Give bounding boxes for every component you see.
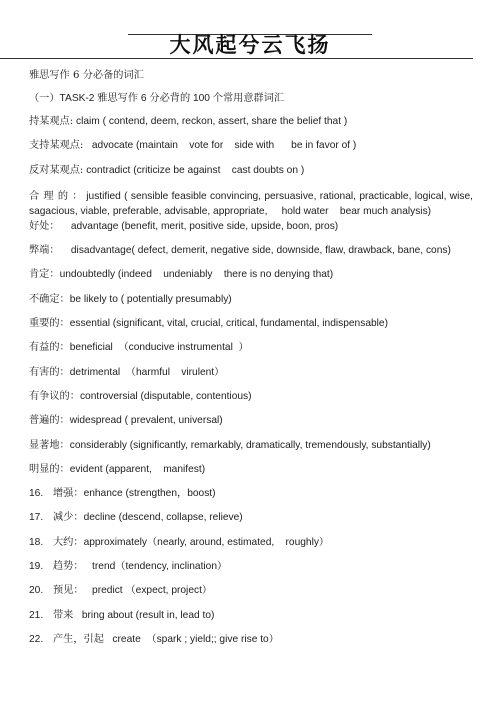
vocabulary-entry (29, 464, 473, 476)
entry-label: 有益的： (29, 342, 70, 354)
entry-number: 17. (29, 512, 44, 524)
entry-label: 趋势： (53, 561, 84, 573)
entry-label: 支持某观点: (29, 140, 84, 152)
entry-number: 18. (29, 536, 44, 548)
entry-text: widespread ( prevalent, universal) (69, 415, 223, 427)
vocabulary-entry (29, 537, 473, 549)
entry-label: 不确定： (29, 293, 70, 305)
entry-label: 持某观点: (29, 116, 74, 127)
vocabulary-entry (29, 294, 473, 306)
entry-text: beneficial （conducive instrumental ） (69, 342, 249, 354)
vocabulary-entry (29, 165, 473, 177)
vocabulary-entry (29, 610, 473, 622)
document-title: 雅思写作 6 分必备的词汇 (29, 70, 144, 81)
entry-text: create （spark ; yield;; give rise to） (103, 633, 279, 645)
entry-text: enhance (strengthen，boost) (83, 488, 216, 500)
entry-text: essential (significant, vital, crucial, critical, fundamental, indispensable) (69, 318, 388, 330)
vocabulary-entry (29, 512, 473, 524)
entry-label: 增强： (53, 488, 84, 500)
entry-text: be likely to ( potentially presumably) (69, 293, 232, 305)
entry-label: 反对某观点: (29, 164, 84, 176)
vocabulary-entry (29, 140, 473, 152)
vocabulary-entry (29, 585, 473, 597)
vocabulary-entry (29, 488, 473, 500)
vocabulary-entry (29, 245, 473, 257)
entry-label: 产生，引起 (53, 633, 104, 645)
entry-label: 大约： (53, 536, 84, 548)
entry-label: 明显的： (29, 463, 70, 475)
entry-text: controversial (disputable, contentious) (79, 390, 252, 402)
page-header (0, 0, 500, 64)
vocabulary-list (29, 116, 476, 646)
vocabulary-entry (29, 189, 476, 219)
entry-text: disadvantage( defect, demerit, negative side, downside, flaw, drawback, bane, cons) (59, 245, 451, 257)
entry-label: 好处： (29, 220, 60, 232)
entry-text: undoubtedly (indeed undeniably there is no denying that) (59, 269, 334, 281)
vocabulary-entry (29, 367, 473, 379)
entry-number: 19. (29, 561, 44, 573)
entry-label: 预见： (53, 585, 84, 597)
entry-label: 弊端： (29, 245, 60, 257)
vocabulary-entry (29, 342, 473, 354)
vocabulary-entry (29, 221, 473, 233)
vocabulary-entry (29, 116, 473, 128)
entry-number: 16. (29, 488, 44, 500)
entry-text: claim ( contend, deem, reckon, assert, share the belief that ) (73, 116, 348, 127)
entry-text: contradict (criticize be against cast doubts on ) (83, 164, 305, 176)
entry-number: 22. (29, 633, 44, 645)
entry-number: 21. (29, 609, 44, 621)
entry-text: considerably (significantly, remarkably, dramatically, tremendously, substantially) (69, 439, 431, 451)
entry-label: 普遍的： (29, 415, 70, 427)
entry-text: predict （expect, project） (83, 585, 213, 597)
vocabulary-entry (29, 415, 473, 427)
entry-label: 显著地： (29, 439, 70, 451)
vocabulary-entry (29, 634, 473, 646)
entry-text: justified ( sensible feasible convincing, persuasive, rational, practicable, logical, wise, sagacious, viable, preferable, advisable, appropriate, hold water bear much analysis) (29, 190, 476, 217)
entry-label: 减少： (53, 512, 84, 524)
vocabulary-entry (29, 391, 473, 403)
vocabulary-entry (29, 318, 473, 330)
entry-text: approximately（nearly, around, estimated, roughly） (83, 536, 330, 548)
vocabulary-entry (29, 561, 473, 573)
entry-text: detrimental （harmful virulent） (69, 366, 225, 378)
entry-text: trend（tendency, inclination） (83, 561, 228, 573)
document-subtitle: （一）TASK-2 雅思写作 6 分必背的 100 个常用意群词汇 (29, 93, 285, 104)
document-body (29, 70, 476, 658)
entry-label: 带来 (53, 609, 74, 621)
entry-label: 重要的： (29, 318, 70, 330)
entry-text: bring about (result in, lead to) (73, 609, 215, 621)
entry-label: 有争议的： (29, 390, 80, 402)
entry-text: advantage (benefit, merit, positive side, upside, boon, pros) (59, 220, 339, 232)
entry-label: 肯定： (29, 269, 60, 281)
entry-text: advocate (maintain vote for side with be in favor of ) (83, 140, 357, 152)
vocabulary-entry (29, 269, 473, 281)
vocabulary-entry (29, 440, 473, 452)
entry-number: 20. (29, 585, 44, 597)
header-rule-bottom (0, 58, 473, 59)
entry-label: 有害的： (29, 366, 70, 378)
entry-label: 合 理 的 ： (29, 190, 83, 202)
header-title: 大风起兮云飞扬 (169, 32, 331, 57)
entry-text: evident (apparent, manifest) (69, 463, 206, 475)
entry-text: decline (descend, collapse, relieve) (83, 512, 243, 524)
